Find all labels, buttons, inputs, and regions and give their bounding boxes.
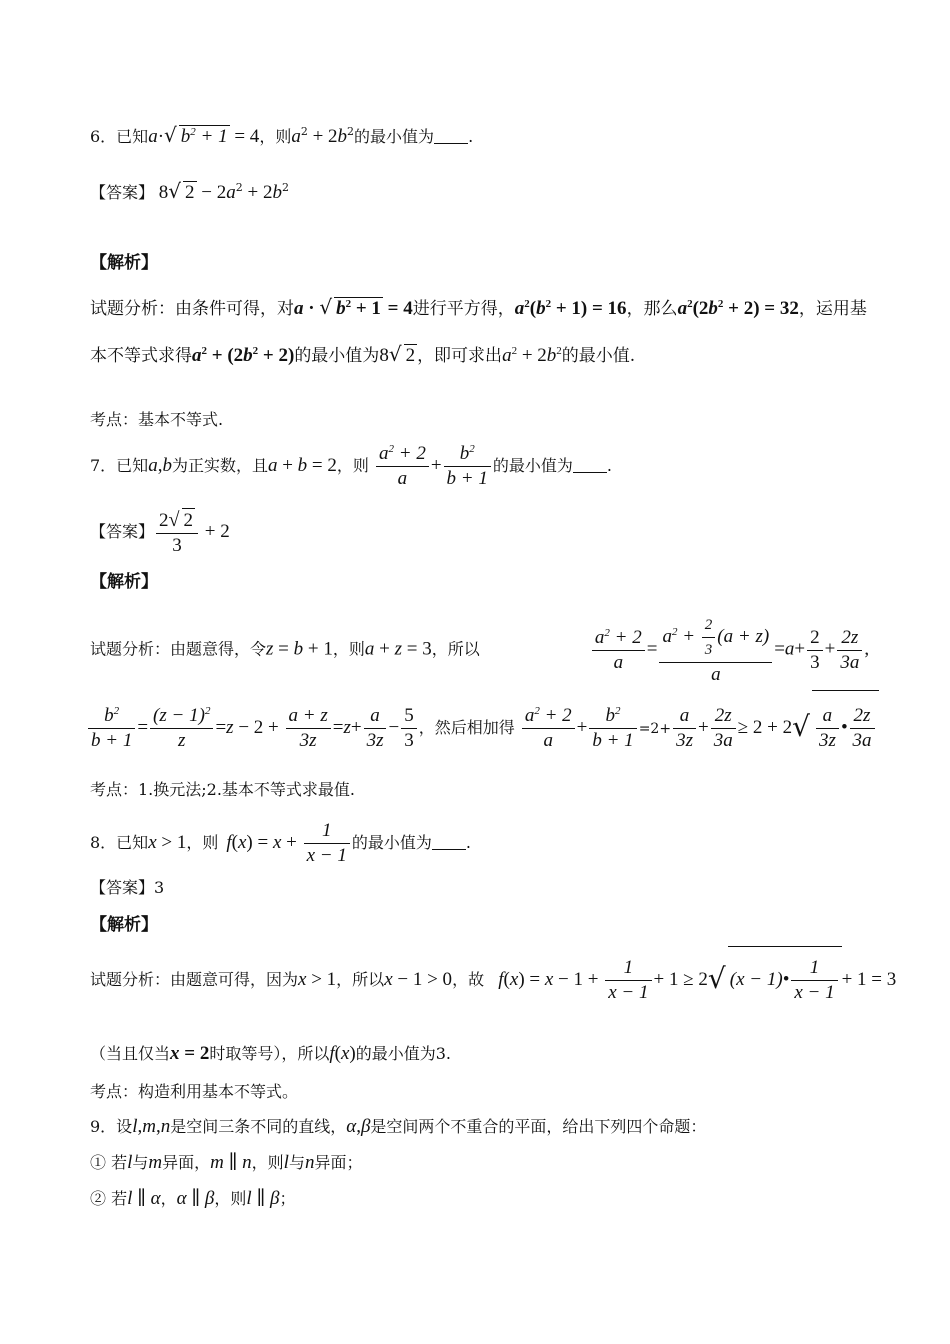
q7-analysis-tag: 【解析】 bbox=[90, 572, 158, 592]
q9-proposition-1: ① 若l与m异面，m ∥ n，则l与n异面； bbox=[90, 1152, 363, 1173]
q6-point: 考点：基本不等式. bbox=[90, 410, 224, 429]
q7-point: 考点：1.换元法;2.基本不等式求最值. bbox=[90, 780, 356, 799]
q6-analysis-tag: 【解析】 bbox=[90, 253, 158, 273]
q7-answer: 【答案】 $\frac{2√ 2}{3}$ + 2 bbox=[90, 508, 230, 556]
q7-analysis-line1: 试题分析：由题意得，令z = b + 1，则a + z = 3，所以 $\frac{a^2 + 2}{a}$ = $a^2$ + $\frac{2}{3}$ (a + z) a =a+ $\frac{2}{3}$ + $\frac{2z}{3a}$ , bbox=[90, 613, 869, 687]
q6-analysis-line1: 试题分析：由条件可得，对a · √ $b^2 + 1 = 4$进行平方得，$a^2(b^2 + 1) = 16$，那么$a^2(2b^2 + 2) = 32$，运用基 bbox=[90, 295, 867, 319]
q9-proposition-2: ② 若l ∥ α，α ∥ β，则l ∥ β； bbox=[90, 1188, 296, 1209]
q7-analysis-line2: $\frac{b^2}{b + 1}$ = $\frac{(z - 1)^2}{z}$ =z − 2 + $\frac{a + z}{3z}$ =z+ $\frac{a}{3z}$ − $\frac{5}{3}$ ，然后相加得 $\frac{a^2 + 2}{a}$ + $\frac{b^2}{b + 1}$ =2+ $\frac{a}{3z}$ + $\frac{2z}{3a}$ ≥ 2 + 2√ $\frac{a}{3z}$ • $\frac{2z}{3a}$ bbox=[86, 690, 879, 764]
q8-analysis-line2: （当且仅当x = 2时取等号），所以f(x)的最小值为3. bbox=[90, 1043, 452, 1064]
q8-line: 8．已知x > 1，则 f(x) = x + $\frac{1}{x - 1}$ 的最小值为 . bbox=[90, 820, 471, 866]
q8-answer: 【答案】3 bbox=[90, 878, 165, 897]
q8-analysis-tag: 【解析】 bbox=[90, 915, 158, 935]
q6-line: 6．已知a·√ $b^2 + 1 = 4$，则$a^2 + 2b^2$的最小值为 . bbox=[90, 123, 474, 147]
q6-answer: 【答案】 8√ $2 - 2a^2 + 2b^2$ bbox=[90, 179, 289, 203]
q8-analysis-line1: 试题分析：由题意可得，因为x > 1，所以x − 1 > 0，故 f(x) = x − 1 + $\frac{1}{x - 1}$ + 1 ≥ 2√ (x − 1)• $\frac{1}{x - 1}$ + 1 = 3 bbox=[90, 946, 896, 1013]
q7-line: 7．已知a,b为正实数，且a + b = 2，则 $\frac{a^2 + 2}{a}$ + $\frac{b^2}{b + 1}$ 的最小值为 . bbox=[90, 443, 612, 489]
q6-analysis-line2: 本不等式求得$a^2 + (2b^2 + 2)$的最小值为8√ 2 ，即可求出$a^2 + 2b^2$的最小值. bbox=[90, 342, 636, 366]
q9-line: 9．设l,m,n是空间三条不同的直线，α,β是空间两个不重合的平面，给出下列四个命题： bbox=[90, 1116, 707, 1137]
q8-point: 考点：构造利用基本不等式。 bbox=[90, 1082, 299, 1101]
